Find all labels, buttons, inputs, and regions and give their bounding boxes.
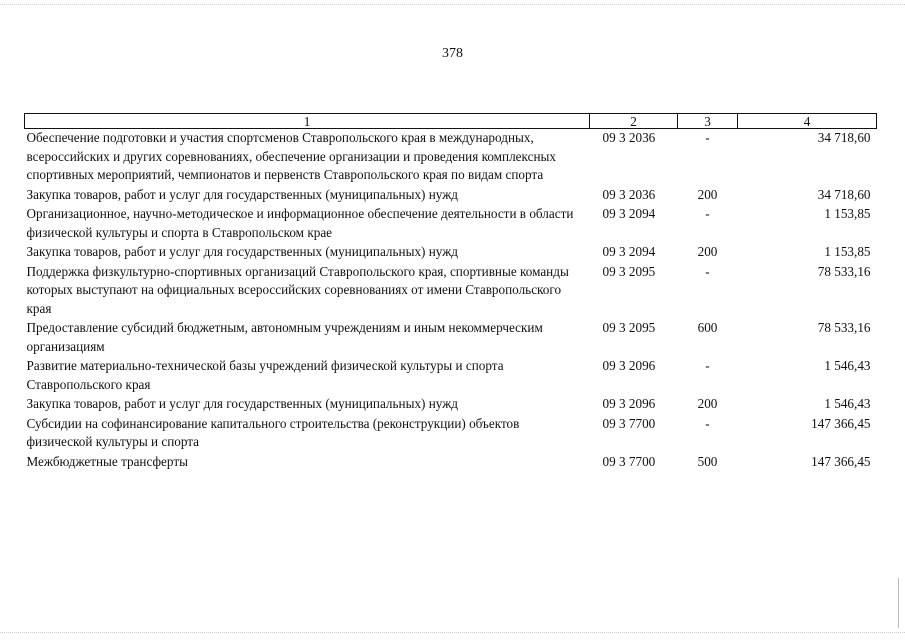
row-code-cell: 09 3 2095: [602, 320, 656, 335]
row-code-cell: 09 3 7700: [602, 453, 656, 469]
table-row: [25, 453, 877, 473]
row-type-cell: -: [705, 206, 710, 221]
column-header-code: 2: [590, 114, 678, 129]
row-code-cell: 09 3 2036: [602, 186, 656, 202]
row-name-cell: Организационное, научно-методическое и информационное обеспечение деятельности в области физической культуры и спорта в Ставропольском крае: [26, 206, 574, 240]
row-name-cell: Закупка товаров, работ и услуг для государственных (муниципальных) нужд: [26, 186, 459, 202]
budget-table: [24, 113, 877, 472]
row-name-cell: Закупка товаров, работ и услуг для государственных (муниципальных) нужд: [26, 244, 459, 259]
table-row: [25, 263, 877, 320]
row-code-cell: 09 3 2095: [602, 263, 656, 279]
column-header-name: 1: [25, 114, 590, 129]
row-code-cell: 09 3 2096: [602, 396, 656, 411]
row-amount-cell: 78 533,16: [817, 263, 871, 279]
table-row: [25, 395, 877, 415]
row-amount-cell: 147 366,45: [811, 415, 871, 431]
row-name-cell: Развитие материально-технической базы учреждений физической культуры и спорта Ставропольского края: [26, 358, 504, 392]
table-row: [25, 243, 877, 263]
row-name-cell: Обеспечение подготовки и участия спортсменов Ставропольского края в международных, всероссийских и других соревнованиях, обеспечение организации и проведения комплексных спортивных мероприятий, чемпионатов и первенств Ставропольского края по видам спорта: [26, 130, 556, 182]
row-code-cell: 09 3 2094: [602, 206, 656, 221]
header-row: [25, 114, 877, 129]
row-amount-cell: 1 546,43: [824, 358, 871, 373]
row-name-cell: Межбюджетные трансферты: [26, 453, 188, 469]
column-header-amount: 4: [738, 114, 877, 129]
row-amount-cell: 34 718,60: [817, 130, 871, 145]
table-row: [25, 205, 877, 243]
row-name-cell: Поддержка физкультурно-спортивных организаций Ставропольского края, спортивные команды которых выступают на официальных всероссийских соревнованиях от имени Ставропольского края: [26, 263, 569, 316]
row-amount-cell: 1 153,85: [824, 244, 871, 259]
row-type-cell: -: [705, 130, 710, 145]
row-code-cell: 09 3 2096: [602, 358, 656, 373]
row-name-cell: Субсидии на софинансирование капитального строительства (реконструкции) объектов физической культуры и спорта: [26, 415, 520, 449]
table-row: [25, 415, 877, 453]
table-row: [25, 319, 877, 357]
column-header-type: 3: [678, 114, 738, 129]
scan-edge-mark: [898, 578, 899, 628]
scan-artifact-bottom: [0, 632, 905, 634]
row-name-cell: Закупка товаров, работ и услуг для государственных (муниципальных) нужд: [26, 396, 459, 411]
row-type-cell: -: [705, 263, 710, 279]
row-type-cell: 200: [697, 186, 718, 202]
row-name-cell: Предоставление субсидий бюджетным, автономным учреждениям и иным некоммерческим организациям: [26, 320, 543, 354]
table-body: [25, 129, 877, 473]
row-amount-cell: 34 718,60: [817, 186, 871, 202]
row-amount-cell: 1 546,43: [824, 396, 871, 411]
page-number: 378: [442, 46, 463, 61]
table-row: [25, 186, 877, 206]
row-code-cell: 09 3 2036: [602, 130, 656, 145]
row-amount-cell: 1 153,85: [824, 206, 871, 221]
row-code-cell: 09 3 7700: [602, 415, 656, 431]
row-type-cell: -: [705, 415, 710, 431]
row-type-cell: -: [705, 358, 710, 373]
scan-artifact-top: [0, 4, 905, 6]
row-code-cell: 09 3 2094: [602, 244, 656, 259]
row-amount-cell: 147 366,45: [811, 453, 871, 469]
row-type-cell: 500: [697, 453, 718, 469]
row-amount-cell: 78 533,16: [817, 320, 871, 335]
row-type-cell: 200: [697, 244, 718, 259]
table-row: [25, 357, 877, 395]
table-row: [25, 129, 877, 186]
row-type-cell: 600: [697, 320, 718, 335]
row-type-cell: 200: [697, 396, 718, 411]
